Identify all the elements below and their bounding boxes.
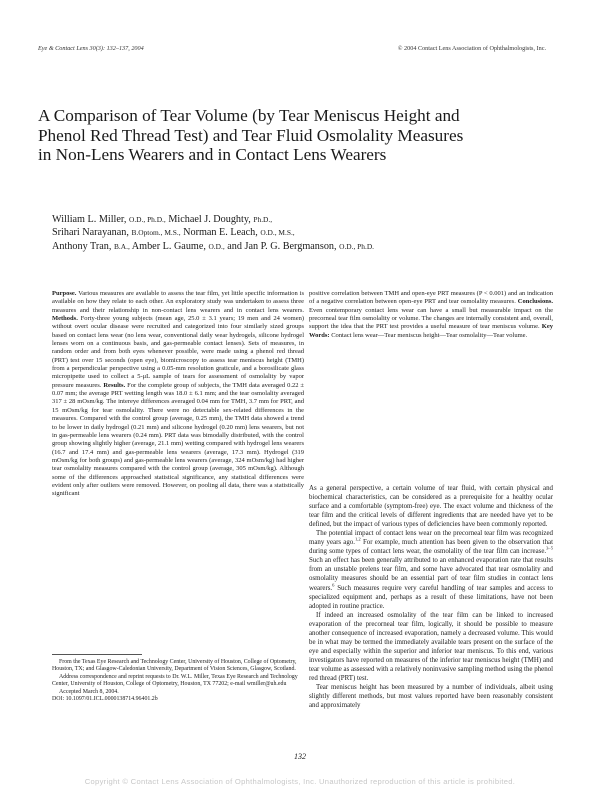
footnote-affiliation: From the Texas Eye Research and Technology Center, University of Houston, College of Optometry, Houston, TX; and Glasgow-Caledonian University, Department of Vision Sciences, Glasgow, Scotland. bbox=[52, 659, 297, 673]
author-degrees: Ph.D., bbox=[253, 215, 273, 224]
author-degrees: O.D., Ph.D., bbox=[129, 215, 166, 224]
footnotes bbox=[52, 659, 304, 703]
author-name: Amber L. Gaume, bbox=[131, 240, 209, 252]
abstract-column-2 bbox=[309, 290, 553, 340]
journal-citation: Eye & Contact Lens 30(3): 132–137, 2004 bbox=[38, 45, 144, 52]
author-list bbox=[52, 213, 472, 253]
author-degrees: B.Optom., M.S., bbox=[131, 228, 181, 238]
abstract-section-label: Purpose. bbox=[52, 290, 79, 297]
author-degrees: B.A., bbox=[114, 241, 130, 251]
author-name: Srihari Narayanan, bbox=[52, 227, 132, 239]
abstract-section-text: For the complete group of subjects, the TMH data averaged 0.22 ± 0.07 mm; the average PRT wetting length was 18.0 ± 6.1 mm; and the tear osmolality averaged 317 ± 28 mOsm/kg. The intereye differences averaged 0.04 mm for TMH, 3.7 mm for PRT, and 15 mOsm/kg for tear osmolality. There were no detectable sex-related differences in the measures. Compared with the control group (average, 0.25 mm), the TMH data showed a trend to be lower in daily hydrogel (0.21 mm) and silicone hydrogel (0.20 mm) lens wearers, but not in gas-permeable lens wearers (0.24 mm). PRT data was bimodally distributed, with the control group showing slightly higher (average, 21.1 mm) wetting compared with hydrogel lens wearers (16.7 and 17.4 mm) and gas-permeable lens wearers (average, 17.3 mm). Hydrogel (319 mOsm/kg for both groups) and gas-permeable lens wearers (average, 324 mOsm/kg) had higher tear osmolality measures compared with the control group (average, 305 mOsm/kg). Although some of the differences approached statistical significance, any statistical differences were evident only after outliers were removed. However, on pooling all data, there was a statistically significant bbox=[52, 381, 304, 498]
body-paragraph: As a general perspective, a certain volume of tear fluid, with certain physical and biochemical characteristics, can be considered as a prerequisite for a healthy ocular surface and a comfortable (symptom-free) eye. The exact volume and thickness of the tear film and the critical levels of different ingredients that are needed have yet to be defined, but the impact of various types of deficiencies have been commonly reported. bbox=[309, 485, 553, 529]
abstract-section-label: Methods. bbox=[52, 315, 81, 323]
author-name: Norman E. Leach, bbox=[183, 227, 261, 239]
body-text bbox=[309, 484, 553, 710]
author-name: Anthony Tran, bbox=[52, 240, 114, 252]
copyright-watermark: Copyright © Contact Lens Association of Ophthalmologists, Inc. Unauthorized reproduction of this article is prohibited. bbox=[84, 777, 516, 786]
author-name: and Jan P. G. Bergmanson, bbox=[227, 240, 340, 252]
abstract-section-label: Results. bbox=[103, 381, 128, 389]
abstract-section-label: Key Words: bbox=[309, 323, 553, 339]
footnote-correspondence: Address correspondence and reprint requests to Dr. W.L. Miller, Texas Eye Research and Technology Center, University of Houston, College of Optometry, Houston, TX 77202; e-mail wmiller@uh.edu bbox=[52, 673, 298, 688]
footnote-accepted: Accepted March 8, 2004. bbox=[59, 688, 119, 695]
abstract-section-text: Contact lens wear—Tear meniscus height—Tear osmolality—Tear volume. bbox=[331, 331, 528, 339]
body-paragraph: If indeed an increased osmolality of the tear film can be linked to increased evaporation of the precorneal tear film, logically, it should be possible to measure another consequence of increased evaporation, namely a decreased volume. This would be in what may be termed the immediately available tears present on the surface of the eye and especially within the superior and inferior tear meniscus. To this end, various investigators have reported on measures of the inferior tear meniscus height (TMH) and tear volume as assessed with a relatively noninvasive sampling method using the phenol red thread (PRT) test. bbox=[309, 611, 553, 682]
body-paragraph: Tear meniscus height has been measured by a number of individuals, albeit using slightly different methods, but most values reported have been reasonably consistent and approximately bbox=[309, 684, 553, 710]
copyright-notice: © 2004 Contact Lens Association of Ophthalmologists, Inc. bbox=[397, 45, 546, 52]
footnote-divider bbox=[52, 654, 142, 655]
page-number: 132 bbox=[294, 752, 306, 761]
author-name: William L. Miller, bbox=[52, 214, 129, 225]
author-name: Michael J. Doughty, bbox=[168, 214, 254, 225]
author-degrees: O.D., M.S., bbox=[260, 228, 295, 238]
abstract-section-text: Various measures are available to assess the tear film, yet little specific information is available on how they relate to each other. An exploratory study was undertaken to assess three measures and their relationship in non-contact lens wearers and in contact lens wearers. bbox=[52, 290, 304, 314]
footnote-doi: DOI: 10.1097/01.ICL.0000138714.96401.2b bbox=[52, 696, 158, 703]
abstract-column-1 bbox=[52, 290, 304, 499]
author-degrees: O.D., Ph.D. bbox=[339, 241, 375, 251]
abstract-section-label: Conclusions. bbox=[517, 298, 553, 306]
article-title: A Comparison of Tear Volume (by Tear Meniscus Height and Phenol Red Thread Test) and Tear Fluid Osmolality Measures in Non-Lens Wearers and in Contact Lens Wearers bbox=[38, 106, 464, 165]
abstract-section-text: positive correlation between TMH and open-eye PRT measures (P < 0.001) and an indication of a negative correlation between open-eye PRT and tear osmolality measures. bbox=[309, 290, 553, 306]
abstract-section-text: Forty-three young subjects (mean age, 25.0 ± 3.1 years; 19 men and 24 women) without overt ocular disease were recruited and categorized into four similarly sized groups based on contact lens wear (no lens wear, conventional daily wear hydrogels, silicone hydrogel lenses worn on a continuous basis, and gas-permeable contact lenses). Sets of measures, in random order and from both eyes whenever possible, were made using a phenol red thread (PRT) test over 15 seconds (open eye), biomicroscopy to assess tear meniscus height (TMH) from a perpendicular perspective using a 0.05-mm resolution graticule, and a borosilicate glass micropipette used to collect a 5-μL sample of tears for assessment of osmolality by vapor pressure measures. bbox=[52, 315, 304, 389]
body-paragraph: The potential impact of contact lens wear on the precorneal tear film was recognized many years ago.$^{1,2}$ For example, much attention has been given to the observation that during some types of contact lens wear, the osmolality of the tear film can increase.$^{3-5}$ Such an effect has been generally attributed to an enhanced evaporation rate that results from an unstable prelens tear film, and some have advocated that tear osmolality and osmolality measures should be an essential part of tear film studies in contact lens wearers.$^6$ Such measures require very careful handling of tear samples and access to specialized equipment and, perhaps as a result of these limitations, have not been adopted in routine practice. bbox=[309, 530, 553, 610]
abstract-section-text: Even contemporary contact lens wear can have a small but measurable impact on the precorneal tear film osmolality or volume. The changes are internally consistent and, overall, support the idea that the PRT test provides a useful measure of tear meniscus volume. bbox=[309, 306, 553, 331]
author-degrees: O.D., bbox=[208, 241, 225, 251]
